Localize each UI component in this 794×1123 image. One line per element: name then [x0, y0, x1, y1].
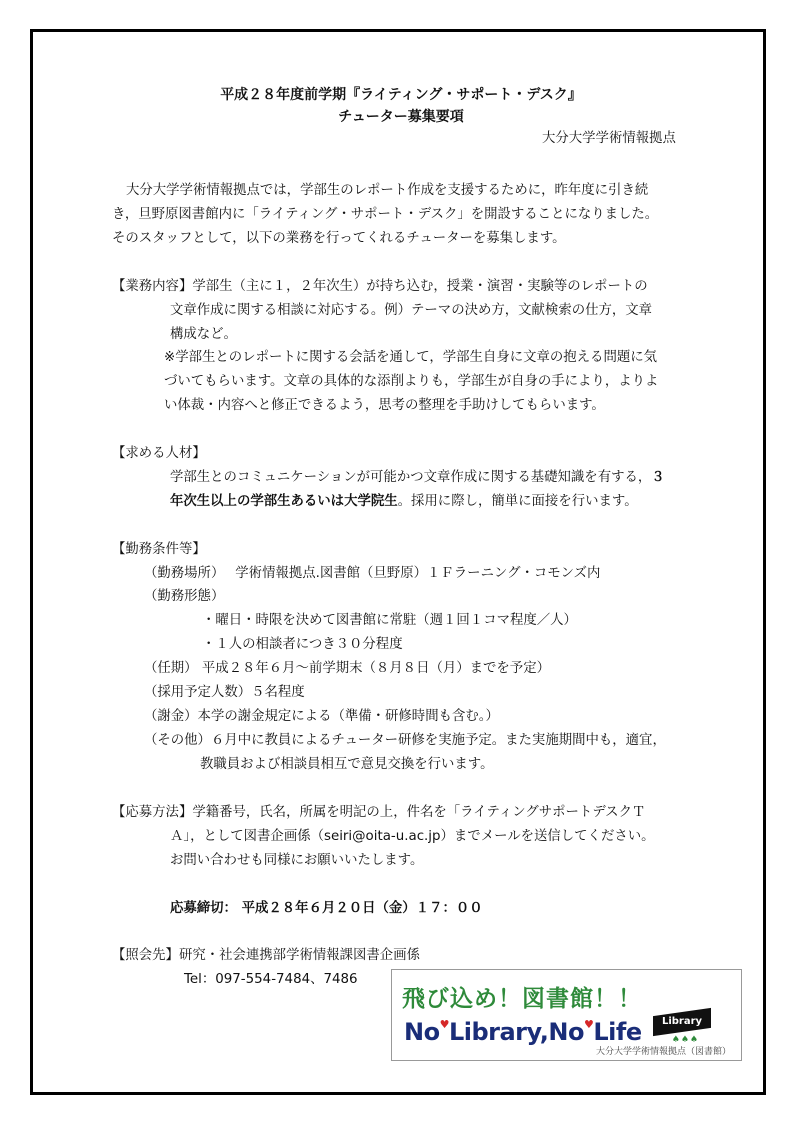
- apply-line-2: Ａ」，として図書企画係（seiri@oita-u.ac.jp）までメールを送信してください。: [170, 829, 655, 844]
- conditions-place: （勤務場所） 学術情報拠点.図書館（旦野原）１Ｆラーニング・コモンズ内: [144, 566, 601, 581]
- library-sign-icon: [653, 1008, 711, 1036]
- heart-icon: ♥: [439, 1018, 449, 1031]
- library-sign-label: Library: [661, 1016, 703, 1027]
- duties-heading: 【業務内容】学部生（主に１，２年次生）が持ち込む，授業・演習・実験等のレポートの: [112, 279, 648, 294]
- requirements-interview-text: 。採用に際し，簡単に面接を行います。: [397, 494, 638, 509]
- duties-note-3: い体裁・内容へと修正できるよう，思考の整理を手助けしてもらいます。: [164, 398, 605, 413]
- duties-line-1: 文章作成に関する相談に対応する。例）テーマの決め方，文献検索の仕方，文章: [170, 303, 653, 318]
- conditions-form-item-2: ・１人の相談者につき３０分程度: [202, 637, 403, 652]
- conditions-pay: （謝金）本学の謝金規定による（準備・研修時間も含む。）: [144, 709, 499, 724]
- page-frame: [30, 29, 766, 1095]
- requirements-year-emphasis: ３: [651, 470, 665, 485]
- banner-english-no: No: [404, 1018, 440, 1046]
- apply-line-3: お問い合わせも同様にお願いいたします。: [170, 853, 424, 868]
- banner-caption: 大分大学学術情報拠点（図書館）: [595, 1047, 731, 1057]
- conditions-term: （任期） 平成２８年６月～前学期末（８月８日（月）までを予定）: [144, 661, 550, 676]
- intro-line-2: き，旦野原図書館内に「ライティング・サポート・デスク」を開設することになりました。: [112, 207, 659, 222]
- requirements-heading: 【求める人材】: [112, 446, 206, 461]
- application-deadline: 応募締切： 平成２８年６月２０日（金）１７：００: [170, 901, 483, 916]
- banner-english-life: Life: [593, 1018, 642, 1046]
- conditions-other-2: 教職員および相談員相互で意見交換を行います。: [200, 757, 494, 772]
- conditions-other: （その他）６月中に教員によるチューター研修を実施予定。また実施期間中も，適宜，: [144, 733, 666, 748]
- conditions-count: （採用予定人数）５名程度: [144, 685, 305, 700]
- conditions-form-heading: （勤務形態）: [144, 589, 225, 604]
- apply-heading: 【応募方法】学籍番号，氏名，所属を明記の上，件名を「ライティングサポートデスクＴ: [112, 805, 646, 820]
- requirements-text: 学部生とのコミュニケーションが可能かつ文章作成に関する基礎知識を有する，: [170, 470, 652, 485]
- heart-icon: ♥: [584, 1018, 594, 1031]
- requirements-target-emphasis: 年次生以上の学部生あるいは大学院生: [170, 494, 398, 509]
- duties-line-2: 構成など。: [170, 327, 237, 342]
- banner-slogan: 飛び込め！図書館！！: [402, 986, 642, 1012]
- requirements-line-1: [170, 468, 665, 488]
- conditions-heading: 【勤務条件等】: [112, 542, 206, 557]
- contact-tel: Tel：097-554-7484、7486: [184, 972, 358, 987]
- banner-english-library: Library,No: [448, 1018, 584, 1046]
- conditions-form-item-1: ・曜日・時限を決めて図書館に常駐（週１回１コマ程度／人）: [202, 613, 577, 628]
- library-banner: [391, 969, 742, 1061]
- title-line1: 平成２８年度前学期『ライティング・サポート・デスク』: [220, 87, 582, 103]
- tree-icon: ♠♠♠: [671, 1035, 699, 1045]
- intro-line-1: 大分大学学術情報拠点では，学部生のレポート作成を支援するために，昨年度に引き続: [126, 183, 649, 198]
- requirements-line-2: [170, 492, 638, 512]
- banner-english-slogan: [404, 1018, 642, 1046]
- title-line2: チューター募集要項: [338, 109, 464, 125]
- duties-note-1: ※学部生とのレポートに関する会話を通して，学部生自身に文章の抱える問題に気: [164, 350, 658, 365]
- contact-heading: 【照会先】研究・社会連携部学術情報課図書企画係: [112, 948, 420, 963]
- organization: 大分大学学術情報拠点: [542, 131, 676, 146]
- intro-line-3: そのスタッフとして，以下の業務を行ってくれるチューターを募集します。: [112, 231, 566, 246]
- duties-note-2: づいてもらいます。文章の具体的な添削よりも，学部生が自身の手により，よりよ: [164, 374, 659, 389]
